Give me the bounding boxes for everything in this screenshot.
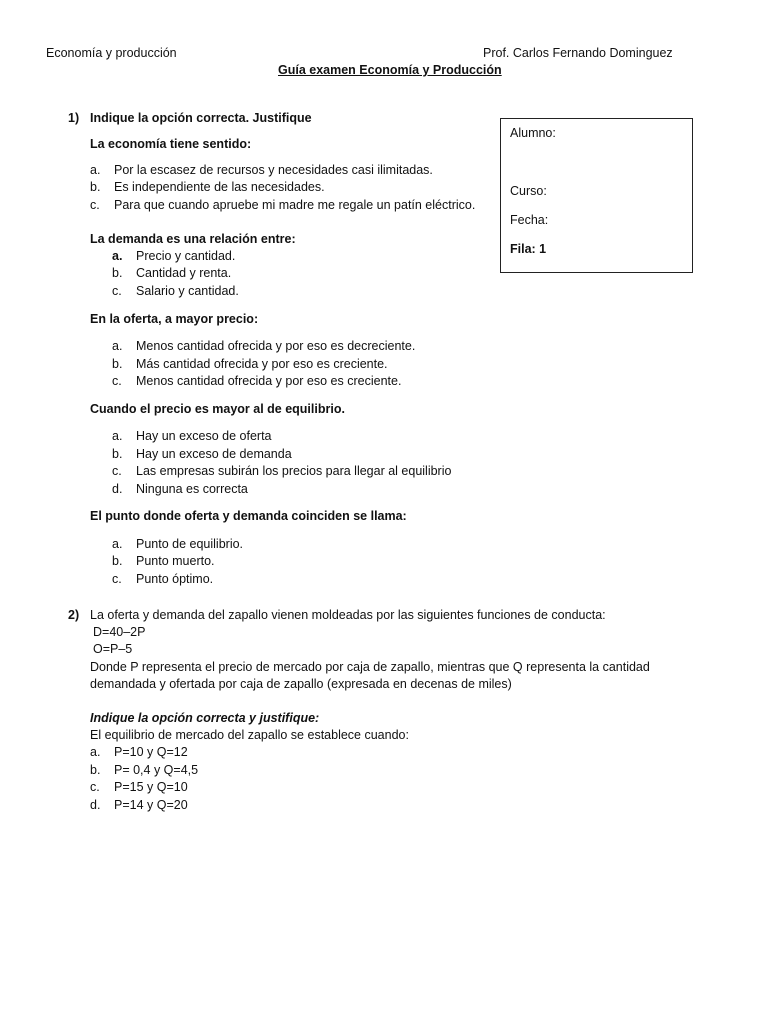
- q1-prompt-1: La economía tiene sentido:: [90, 137, 252, 151]
- supply-equation: O=P–5: [93, 642, 133, 656]
- course-label: Curso:: [510, 184, 547, 198]
- q1-b2-option-c: c. Salario y cantidad.: [112, 284, 239, 298]
- question-1-heading: [68, 110, 312, 127]
- q1-b1-option-b: b. Es independiente de las necesidades.: [90, 180, 325, 194]
- q2-option-d: d. P=14 y Q=20: [90, 798, 188, 812]
- q2-option-a: a. P=10 y Q=12: [90, 745, 188, 759]
- student-info-box: [500, 118, 693, 273]
- q1-b3-option-b: b. Más cantidad ofrecida y por eso es creciente.: [112, 357, 388, 371]
- question-2-intro: 2) La oferta y demanda del zapallo vienen moldeadas por las siguientes funciones de conducta:: [68, 608, 606, 622]
- question-number: 2): [68, 608, 80, 622]
- page-title: Guía examen Economía y Producción: [278, 63, 502, 77]
- q1-b5-option-b: b. Punto muerto.: [112, 554, 215, 568]
- q1-b3-option-c: c. Menos cantidad ofrecida y por eso es creciente.: [112, 374, 402, 388]
- question-number: 1): [68, 111, 80, 125]
- q1-b4-option-c: c. Las empresas subirán los precios para llegar al equilibrio: [112, 464, 452, 478]
- q1-prompt-3: En la oferta, a mayor precio:: [90, 312, 259, 326]
- demand-equation: D=40–2P: [93, 625, 146, 639]
- q1-b1-option-c: c. Para que cuando apruebe mi madre me regale un patín eléctrico.: [90, 198, 476, 212]
- q1-b5-option-a: a. Punto de equilibrio.: [112, 537, 244, 551]
- q2-option-b: b. P= 0,4 y Q=4,5: [90, 763, 199, 777]
- q1-b4-option-b: b. Hay un exceso de demanda: [112, 447, 292, 461]
- q1-b3-option-a: a. Menos cantidad ofrecida y por eso es decreciente.: [112, 339, 416, 353]
- q1-b4-option-d: d. Ninguna es correcta: [112, 482, 248, 496]
- q1-prompt-5: El punto donde oferta y demanda coinciden se llama:: [90, 509, 407, 523]
- student-name-label: Alumno:: [510, 126, 556, 140]
- row-label: Fila: 1: [510, 242, 547, 256]
- header-course: Economía y producción: [46, 46, 177, 60]
- q2-description-line-2: demandada y ofertada por caja de zapallo (expresada en decenas de miles): [90, 677, 512, 691]
- q1-prompt-4: Cuando el precio es mayor al de equilibrio.: [90, 402, 345, 416]
- q2-prompt: El equilibrio de mercado del zapallo se establece cuando:: [90, 728, 409, 742]
- header-teacher: Prof. Carlos Fernando Dominguez: [483, 46, 673, 60]
- q2-option-c: c. P=15 y Q=10: [90, 780, 188, 794]
- q1-b1-option-a: a. Por la escasez de recursos y necesidades casi ilimitadas.: [90, 163, 433, 177]
- q2-description-line-1: Donde P representa el precio de mercado por caja de zapallo, mientras que Q representa la cantidad: [90, 660, 650, 674]
- q1-b2-option-a: a. Precio y cantidad.: [112, 249, 236, 263]
- q1-b2-option-b: b. Cantidad y renta.: [112, 266, 232, 280]
- date-label: Fecha:: [510, 213, 549, 227]
- q1-prompt-2: La demanda es una relación entre:: [90, 232, 296, 246]
- q2-instruction: Indique la opción correcta y justifique:: [90, 711, 320, 725]
- q1-b5-option-c: c. Punto óptimo.: [112, 572, 214, 586]
- q1-b4-option-a: a. Hay un exceso de oferta: [112, 429, 272, 443]
- question-1-title: Indique la opción correcta. Justifique: [90, 111, 312, 125]
